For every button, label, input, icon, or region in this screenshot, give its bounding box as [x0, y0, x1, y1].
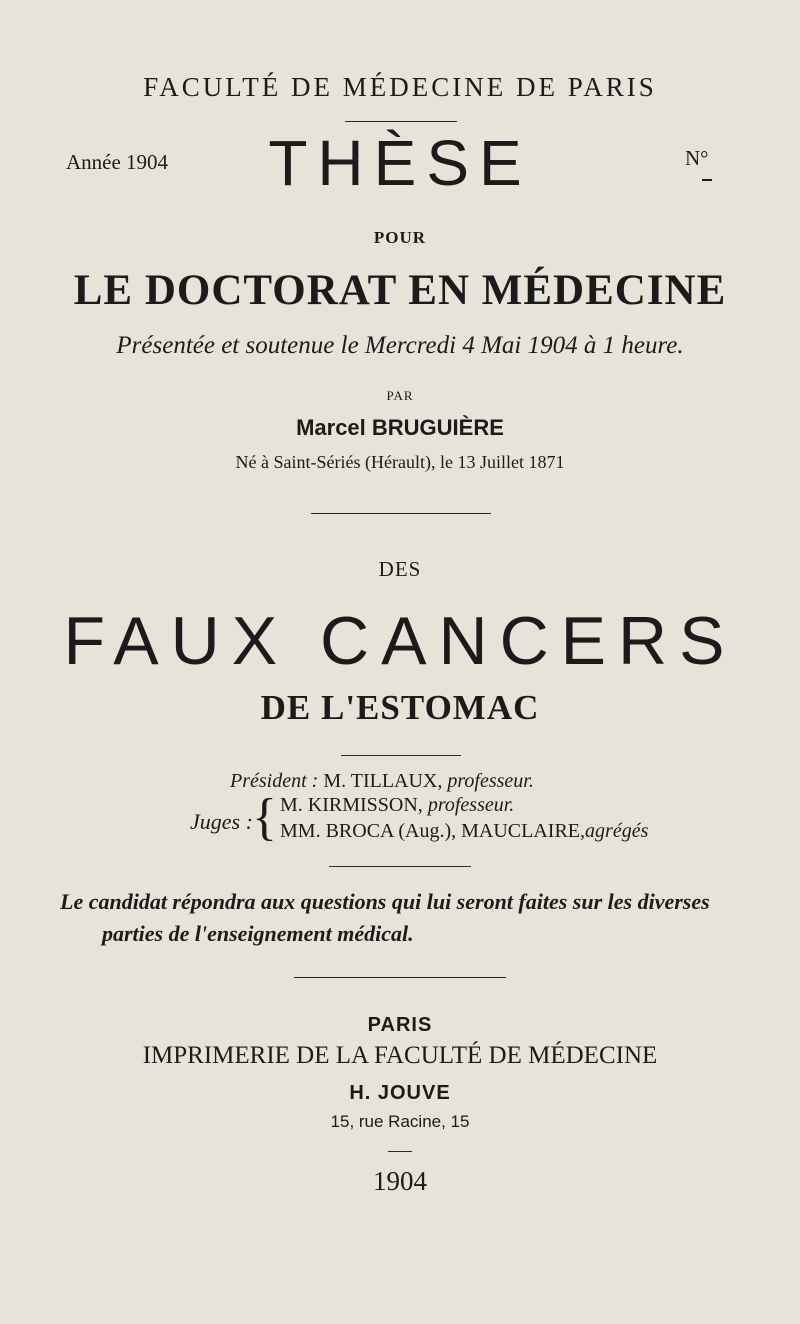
rule-under-jury [329, 866, 471, 867]
pour-label: POUR [373, 228, 427, 247]
author-name: Marcel BRUGUIÈRE [296, 415, 504, 440]
par-label: PAR [386, 388, 414, 403]
annee-label: Année 1904 [66, 150, 169, 174]
notice-line-1: Le candidat répondra aux questions qui lui seront faites sur les diverses [60, 889, 710, 914]
juges-brace: { [252, 789, 277, 846]
imprint-city: PARIS [367, 1014, 433, 1036]
rule-under-title [341, 755, 461, 756]
doctorat-heading: LE DOCTORAT EN MÉDECINE [73, 267, 727, 314]
juge2-role: agrégés [585, 820, 649, 842]
these-row [0, 128, 800, 198]
imprint-printer-house: IMPRIMERIE DE LA FACULTÉ DE MÉDECINE [142, 1042, 658, 1069]
president-label: Président : [230, 770, 319, 792]
imprint-year: 1904 [373, 1166, 427, 1196]
des-label: DES [378, 557, 422, 581]
defense-date: Présentée et soutenue le Mercredi 4 Mai 1904 à 1 heure. [116, 332, 684, 359]
juges-label: Juges : [190, 809, 253, 834]
imprint-address: 15, rue Racine, 15 [330, 1112, 470, 1131]
rule-above-year [388, 1151, 412, 1152]
juge1-role: professeur. [427, 794, 515, 816]
thesis-title: FAUX CANCERS [63, 603, 737, 679]
imprint-printer-name: H. JOUVE [349, 1082, 451, 1104]
numero-dash [702, 179, 712, 181]
numero-label: N° [685, 146, 709, 170]
juge1-name: M. KIRMISSON, [280, 794, 423, 816]
these-heading: THÈSE [268, 127, 532, 199]
rule-under-faculty [345, 121, 457, 122]
candidate-notice [60, 886, 760, 950]
jury-juge-2 [280, 820, 648, 843]
president-name: M. TILLAUX, [323, 770, 443, 792]
author-birth: Né à Saint-Sériés (Hérault), le 13 Juillet 1871 [235, 452, 565, 472]
jury-juge-1 [280, 794, 514, 817]
faculty-heading: FACULTÉ DE MÉDECINE DE PARIS [143, 72, 657, 102]
rule-under-notice [294, 977, 506, 978]
juge2-name: MM. BROCA (Aug.), MAUCLAIRE, [280, 820, 586, 842]
thesis-subtitle: DE L'ESTOMAC [260, 688, 540, 727]
notice-line-2: parties de l'enseignement médical. [102, 921, 414, 946]
president-role: professeur. [447, 770, 534, 792]
rule-under-author [311, 513, 491, 514]
